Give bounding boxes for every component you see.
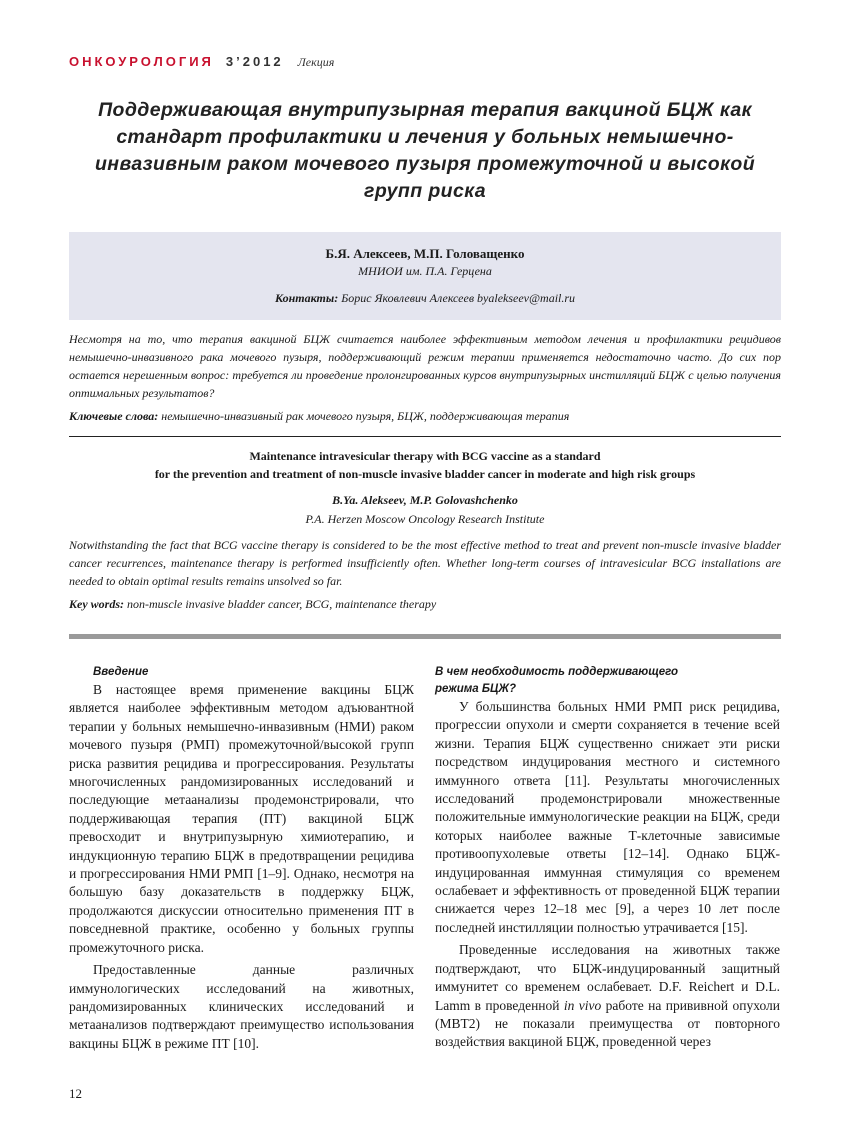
contacts-text: Борис Яковлевич Алексеев byalekseev@mail.ru [341, 291, 576, 305]
issue-number: 3’2012 [225, 54, 284, 69]
heading-line-1: В чем необходимость поддерживающего [435, 666, 678, 678]
paragraph: Предоставленные данные различных иммунологических исследований на животных, рандомизированных клинических исследований и метаанализов подтверждают преимущество использования вакцины БЦЖ в режиме ПТ [10]. [69, 962, 414, 1051]
running-header [69, 53, 334, 71]
contacts [69, 291, 781, 306]
section-separator [69, 634, 781, 639]
article-title: Поддерживающая внутрипузырная терапия вакциной БЦЖ как стандарт профилактики и лечения у больных немышечно-инвазивным раком мочевого пузыря промежуточной и высокой групп риска [94, 99, 756, 202]
paragraph [435, 941, 780, 1051]
keywords-en-label: Key words: [69, 597, 124, 611]
keywords-ru [69, 409, 781, 424]
institution: МНИОИ им. П.А. Герцена [358, 264, 492, 278]
left-column [69, 664, 414, 1053]
abstract-en: Notwithstanding the fact that BCG vaccine therapy is considered to be the most effective method to treat and prevent non-muscle invasive bladder cancer recurrences, maintenance therapy is performed insufficiently often. Whether long-term courses of intravesicular BCG installations are needed to obtain optimal results remains unsolved so far. [69, 538, 781, 588]
keywords-en-text: non-muscle invasive bladder cancer, BCG, maintenance therapy [127, 597, 437, 611]
english-title-line-2: for the prevention and treatment of non-muscle invasive bladder cancer in moderate and high risk groups [154, 467, 696, 481]
heading-maintenance-need [435, 664, 780, 698]
section-label: Лекция [297, 55, 335, 69]
english-title [69, 447, 781, 483]
english-title-line-1: Maintenance intravesicular therapy with BCG vaccine as a standard [249, 449, 601, 463]
emphasis: in vivo [563, 997, 602, 1013]
keywords-ru-label: Ключевые слова: [69, 409, 159, 423]
english-institution: P.A. Herzen Moscow Oncology Research Institute [305, 512, 545, 526]
contacts-label: Контакты: [274, 291, 339, 305]
paragraph: В настоящее время применение вакцины БЦЖ является наиболее эффективным методом адъювантной терапии у больных немышечно-инвазивным (НМИ) раком мочевого пузыря (РМП) промежуточной/высокой групп риска развития рецидива и прогрессирования. Результаты многочисленных рандомизированных исследований и последующие метаанализы продемонстрировали, что поддерживающая терапия (ПТ) вакциной БЦЖ превосходит и внутрипузырную химиотерапию, и индукционную терапию БЦЖ в предотвращении рецидива и прогрессирования НМИ РМП [1–9]. Однако, несмотря на большую базу доказательств в поддержку БЦЖ, продолжаются дискуссии относительно применения ПТ в повседневной практике, особенно у больных группы промежуточного риска. [69, 682, 414, 955]
keywords-ru-text: немышечно-инвазивный рак мочевого пузыря, БЦЖ, поддерживающая терапия [161, 409, 570, 423]
abstract-ru: Несмотря на то, что терапия вакциной БЦЖ считается наиболее эффективным методом лечения и профилактики рецидивов немышечно-инвазивного рака мочевого пузыря, поддерживающий режим терапии применяется недостаточно часто. До сих пор остается нерешенным вопрос: требуется ли проведение пролонгированных курсов внутрипузырных инстилляций БЦЖ с целью получения оптимальных результатов? [69, 332, 781, 400]
journal-name: ОНКОУРОЛОГИЯ [69, 54, 214, 69]
paragraph-part: работе на прививной опухоли (MBT2) не показали преимущества от повторного воздействия вакциной БЦЖ, проведенной через [435, 997, 780, 1050]
heading-introduction: Введение [93, 666, 149, 678]
page-number: 12 [69, 1086, 82, 1101]
divider [69, 436, 781, 437]
keywords-en [69, 597, 781, 612]
authors-box [69, 232, 781, 320]
heading-line-2: режима БЦЖ? [435, 683, 517, 695]
authors: Б.Я. Алексеев, М.П. Головащенко [325, 246, 525, 261]
right-column [435, 664, 780, 1052]
english-authors: B.Ya. Alekseev, M.P. Golovashchenko [332, 493, 518, 507]
paragraph-part: Проведенные исследования на животных также подтверждают, что БЦЖ-индуцированный защитный иммунитет со временем ослабевает. D.F. Reichert и D.L. Lamm в проведенной [435, 942, 780, 1013]
paragraph: У большинства больных НМИ РМП риск рецидива, прогрессии опухоли и смерти сохраняется в течение всей жизни. Терапия БЦЖ существенно снижает эти риски посредством индуцирования местного и системного иммунного ответа [11]. Результаты многочисленных исследований продемонстрировали множественные положительные иммунологические реакции на БЦЖ, среди которых наиболее важные Т-клеточные зависимые противоопухолевые ответы [12–14]. Однако БЦЖ-индуцированная иммунная стимуляция со временем ослабевает и эффективность от проведенной БЦЖ терапии снижается через 12–18 мес [9], а через 10 лет после последней инстилляции полностью утрачивается [15]. [435, 699, 780, 935]
